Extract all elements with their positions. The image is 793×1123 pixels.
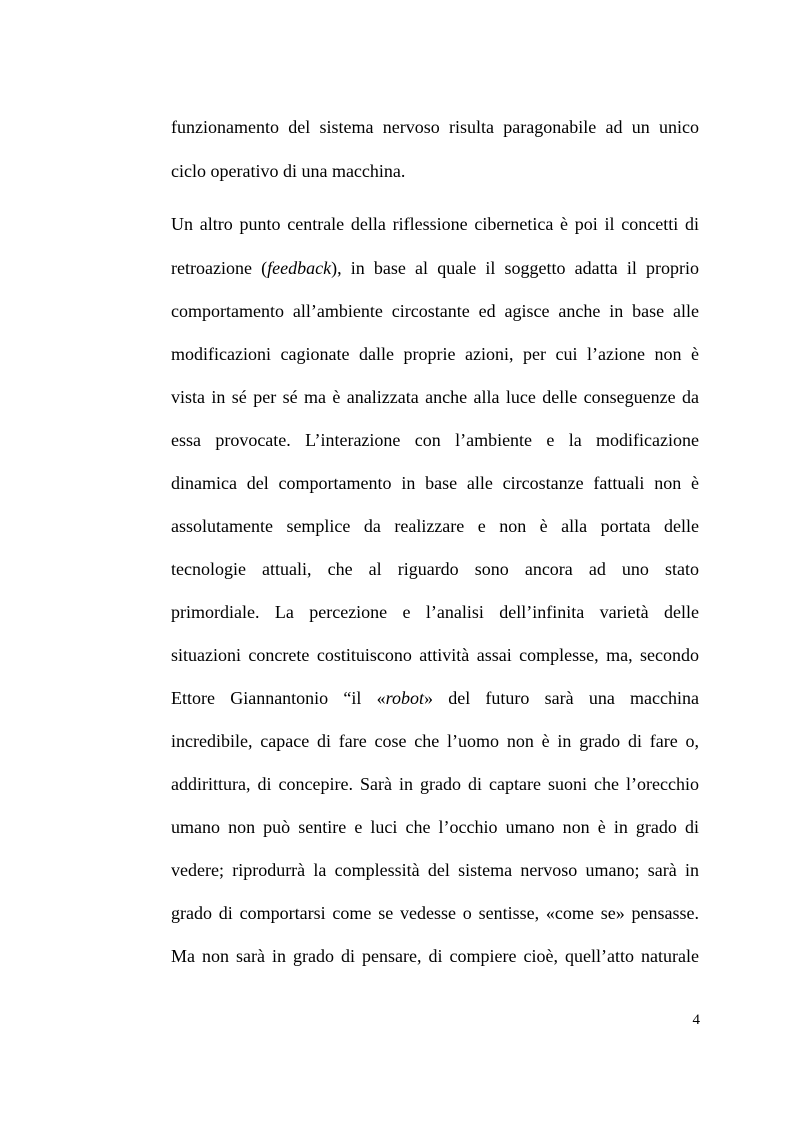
text-line: addirittura, di concepire. Sarà in grado di captare suoni che l’orecchio: [171, 774, 699, 794]
text-line: incredibile, capace di fare cose che l’uomo non è in grado di fare o,: [171, 731, 699, 751]
text-line: ciclo operativo di una macchina.: [171, 161, 406, 181]
italic-term-feedback: feedback: [267, 258, 332, 278]
text-segment: Ettore Giannantonio “il «: [171, 688, 386, 708]
text-line: funzionamento del sistema nervoso risulta paragonabile ad un unico: [171, 117, 699, 137]
text-line-with-italic: [171, 687, 699, 709]
text-line: assolutamente semplice da realizzare e non è alla portata delle: [171, 516, 699, 536]
text-line: vedere; riprodurrà la complessità del sistema nervoso umano; sarà in: [171, 860, 699, 880]
text-line: situazioni concrete costituiscono attività assai complesse, ma, secondo: [171, 645, 699, 665]
text-line: modificazioni cagionate dalle proprie azioni, per cui l’azione non è: [171, 344, 699, 364]
text-segment: retroazione (: [171, 258, 268, 278]
page-number: 4: [692, 1012, 700, 1028]
text-line: Un altro punto centrale della riflessione cibernetica è poi il concetti di: [171, 214, 699, 234]
text-line: essa provocate. L’interazione con l’ambiente e la modificazione: [171, 430, 699, 450]
text-line: grado di comportarsi come se vedesse o sentisse, «come se» pensasse.: [171, 903, 699, 923]
text-line: Ma non sarà in grado di pensare, di compiere cioè, quell’atto naturale: [171, 946, 699, 966]
text-line: vista in sé per sé ma è analizzata anche alla luce delle conseguenze da: [171, 387, 699, 407]
text-line: comportamento all’ambiente circostante ed agisce anche in base alle: [171, 301, 699, 321]
text-segment: » del futuro sarà una macchina: [423, 688, 700, 708]
italic-term-robot: robot: [385, 688, 424, 708]
text-line: primordiale. La percezione e l’analisi dell’infinita varietà delle: [171, 602, 699, 622]
text-line: umano non può sentire e luci che l’occhio umano non è in grado di: [171, 817, 699, 837]
text-line: dinamica del comportamento in base alle circostanze fattuali non è: [171, 473, 699, 493]
text-line-with-italic: [171, 257, 699, 279]
text-line: tecnologie attuali, che al riguardo sono ancora ad uno stato: [171, 559, 699, 579]
text-segment: ), in base al quale il soggetto adatta il proprio: [331, 258, 699, 278]
